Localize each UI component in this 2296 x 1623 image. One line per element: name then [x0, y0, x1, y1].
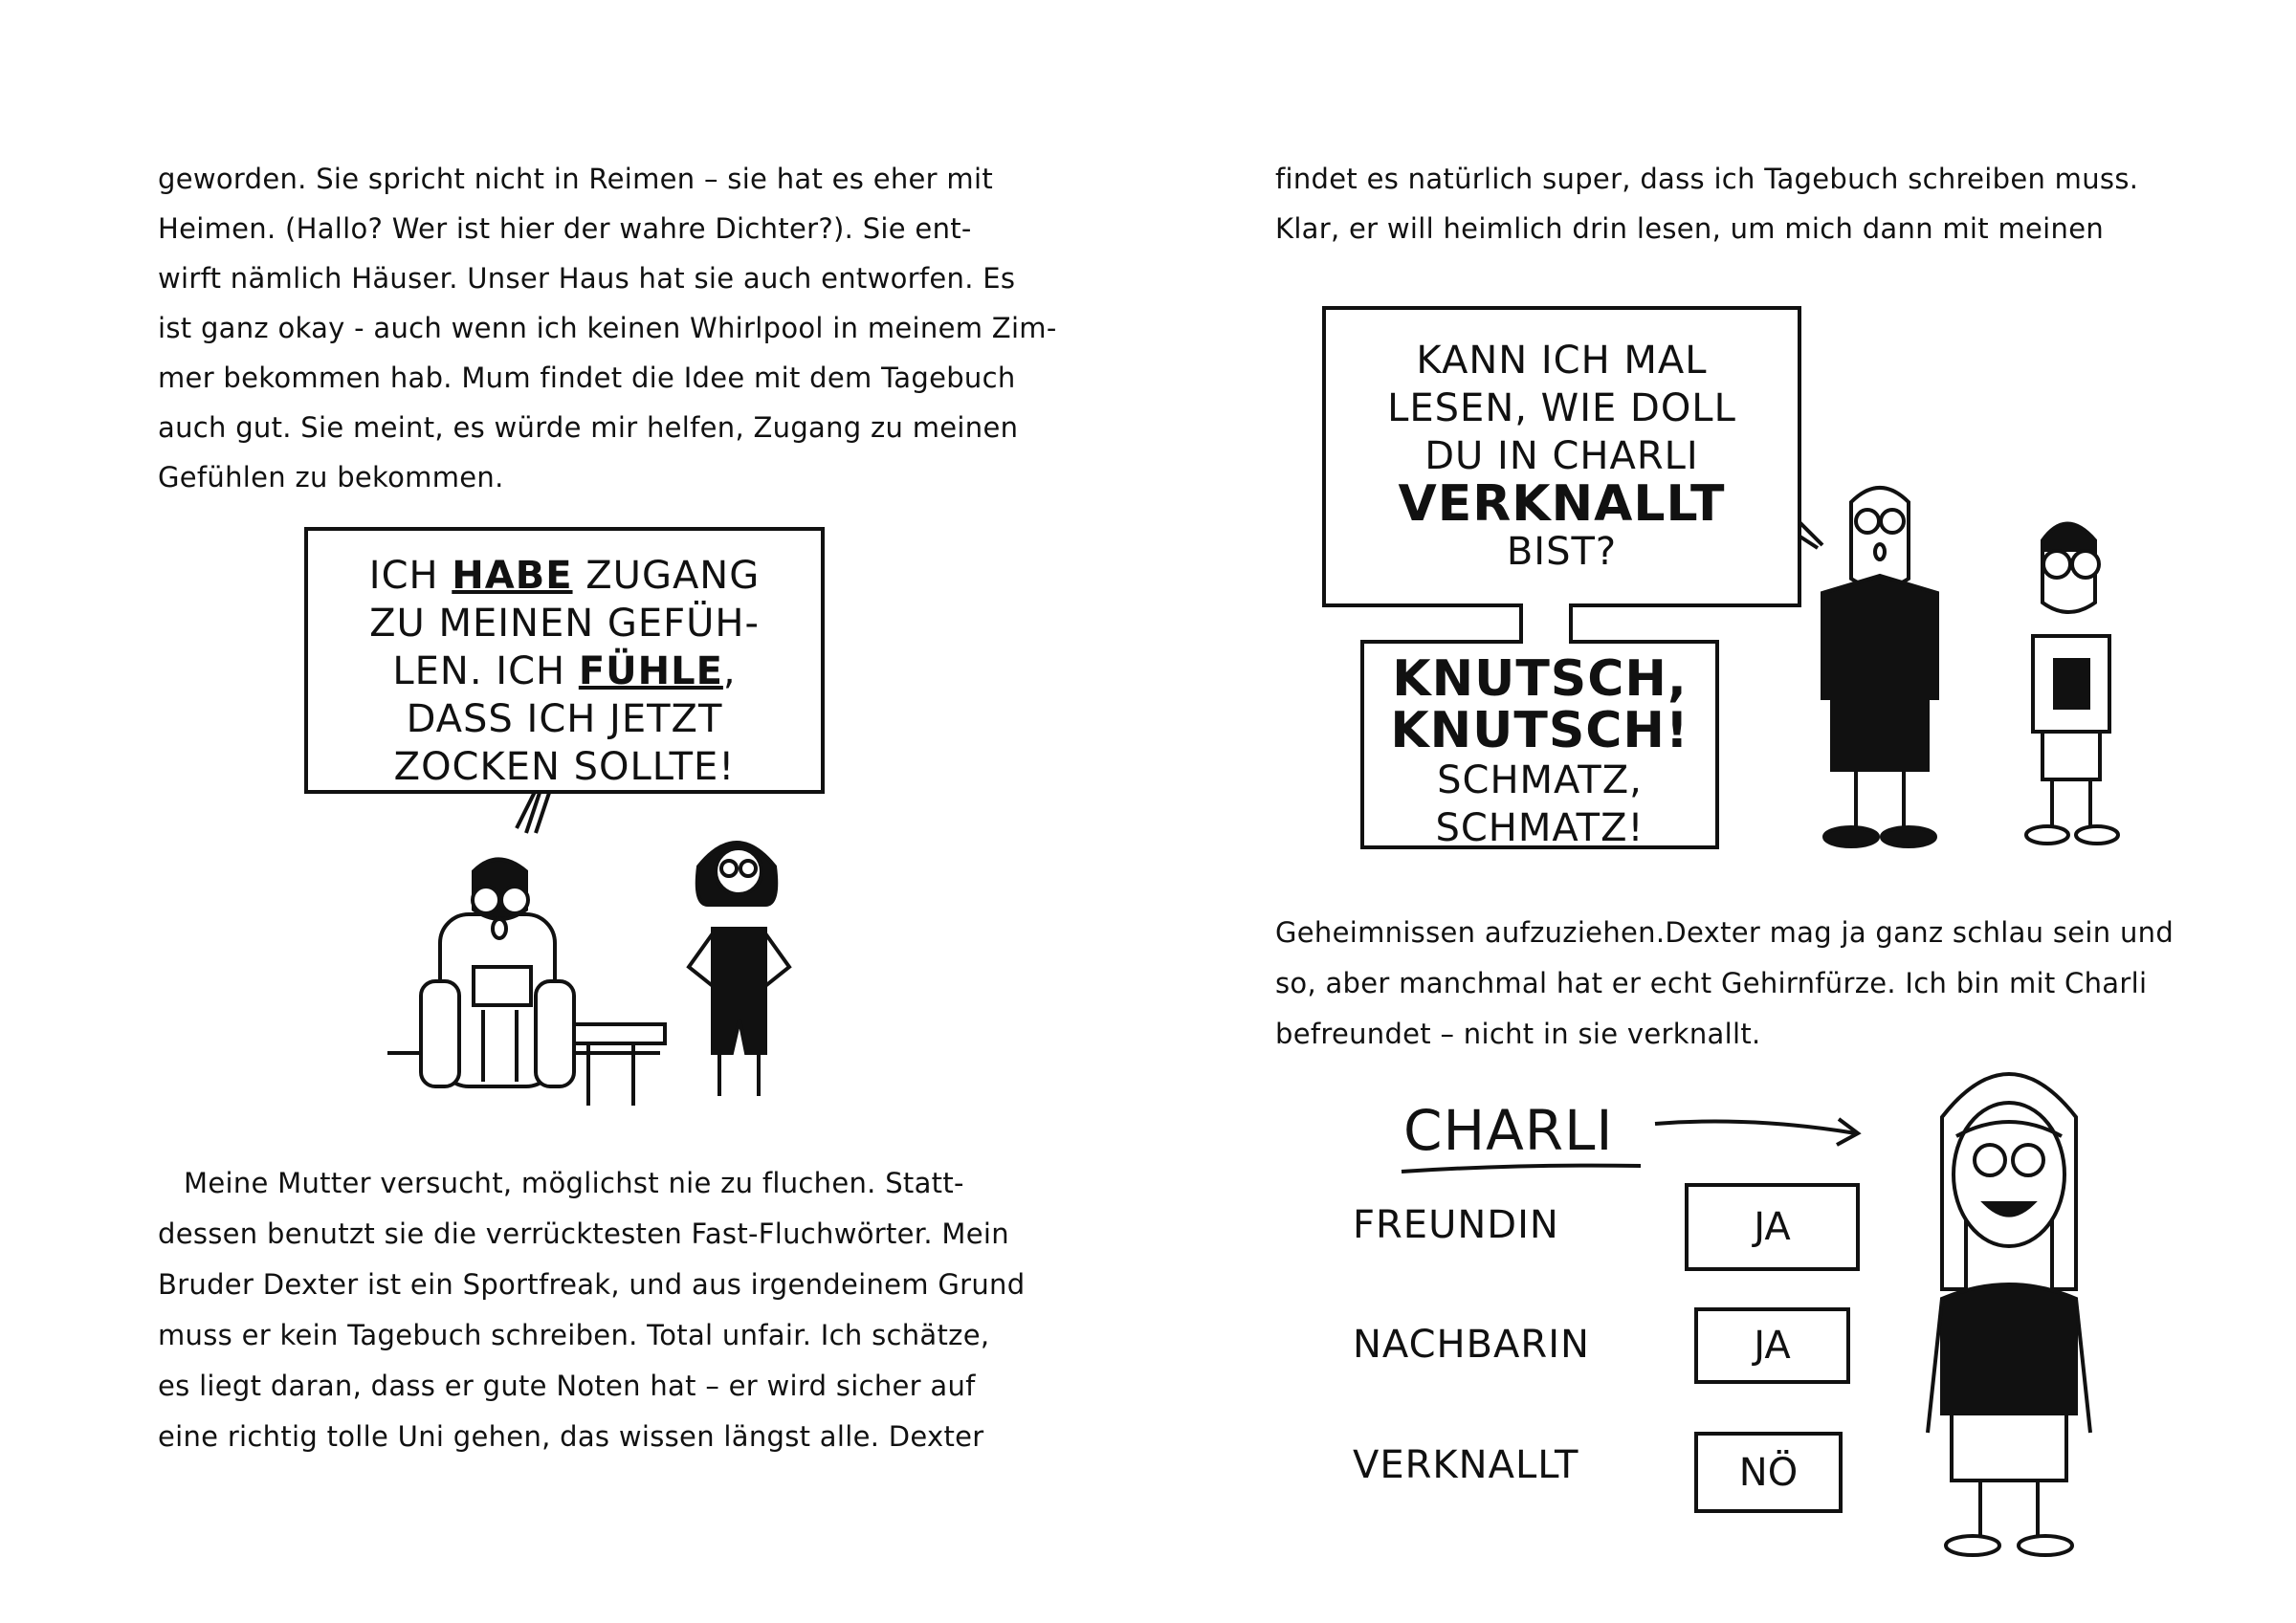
- text-line: geworden. Sie spricht nicht in Reimen – sie hat es eher mit: [158, 163, 994, 195]
- illustration-son-and-mother: [383, 790, 842, 1115]
- bubble-line: [308, 647, 821, 695]
- text-line: Gefühlen zu bekommen.: [158, 461, 504, 493]
- row-value: JA: [1754, 1205, 1791, 1249]
- arrow-icon: [1397, 1100, 1875, 1186]
- bubble-line: [308, 552, 821, 600]
- bubble-connector: [1519, 603, 1573, 644]
- text-line: muss er kein Tagebuch schreiben. Total unfair. Ich schätze,: [158, 1319, 990, 1351]
- text-line: dessen benutzt sie die verrücktesten Fast-Fluchwörter. Mein: [158, 1217, 1009, 1250]
- text-line: befreundet – nicht in sie verknallt.: [1275, 1018, 1761, 1050]
- row-value-box: [1694, 1307, 1850, 1384]
- bubble-line: DU IN CHARLI: [1424, 434, 1699, 478]
- row-label: FREUNDIN: [1353, 1203, 1559, 1247]
- row-value-box: [1685, 1183, 1860, 1271]
- row-value: NÖ: [1738, 1450, 1799, 1495]
- text-line: auch gut. Sie meint, es würde mir helfen, Zugang zu meinen: [158, 411, 1019, 444]
- text-line: mer bekommen hab. Mum findet die Idee mit dem Tagebuch: [158, 362, 1016, 394]
- speech-bubble-kiss: [1360, 640, 1719, 849]
- bubble-line: ZU MEINEN GEFÜH-: [369, 602, 760, 646]
- bubble-text: ICH: [368, 554, 453, 598]
- chart-title: CHARLI: [1403, 1098, 1614, 1163]
- illustration-dexter-and-son: [1799, 473, 2124, 856]
- bubble-text: ZUGANG: [572, 554, 761, 598]
- text-line: es liegt daran, dass er gute Noten hat – er wird sicher auf: [158, 1370, 976, 1402]
- bubble-line: BIST?: [1506, 530, 1618, 574]
- text-line: Bruder Dexter ist ein Sportfreak, und aus irgendeinem Grund: [158, 1268, 1026, 1301]
- text-line: Meine Mutter versucht, möglichst nie zu fluchen. Statt-: [184, 1167, 964, 1199]
- row-label: NACHBARIN: [1353, 1323, 1590, 1367]
- bubble-line: KNUTSCH!: [1390, 702, 1689, 759]
- row-value-box: [1694, 1432, 1843, 1513]
- text-line: eine richtig tolle Uni gehen, das wissen längst alle. Dexter: [158, 1420, 984, 1453]
- speech-bubble-dexter: [1322, 306, 1801, 607]
- bubble-text: ,: [722, 649, 737, 693]
- bubble-line: KNUTSCH,: [1392, 650, 1688, 708]
- speech-bubble-son: [304, 527, 825, 794]
- text-line: wirft nämlich Häuser. Unser Haus hat sie auch entworfen. Es: [158, 262, 1016, 295]
- text-line: Geheimnissen aufzuziehen.Dexter mag ja ganz schlau sein und: [1275, 916, 2175, 949]
- bubble-line: VERKNALLT: [1398, 475, 1726, 533]
- bubble-emphasis: FÜHLE: [578, 649, 723, 693]
- bubble-line: KANN ICH MAL: [1416, 339, 1708, 383]
- text-line: so, aber manchmal hat er echt Gehirnfürze. Ich bin mit Charli: [1275, 967, 2148, 999]
- illustration-charli: [1913, 1060, 2109, 1562]
- row-value: JA: [1754, 1324, 1791, 1368]
- text-line: ist ganz okay - auch wenn ich keinen Whirlpool in meinem Zim-: [158, 312, 1057, 344]
- text-line: Heimen. (Hallo? Wer ist hier der wahre Dichter?). Sie ent-: [158, 212, 972, 245]
- row-label: VERKNALLT: [1353, 1443, 1579, 1487]
- bubble-line: DASS ICH JETZT: [406, 697, 723, 741]
- bubble-line: SCHMATZ!: [1435, 806, 1645, 850]
- text-line: findet es natürlich super, dass ich Tagebuch schreiben muss.: [1275, 163, 2139, 195]
- bubble-emphasis: HABE: [452, 554, 573, 598]
- text-line: Klar, er will heimlich drin lesen, um mich dann mit meinen: [1275, 212, 2105, 245]
- bubble-line: LESEN, WIE DOLL: [1387, 386, 1736, 430]
- bubble-line: ZOCKEN SOLLTE!: [393, 745, 736, 789]
- bubble-text: LEN. ICH: [392, 649, 579, 693]
- bubble-line: SCHMATZ,: [1437, 758, 1643, 802]
